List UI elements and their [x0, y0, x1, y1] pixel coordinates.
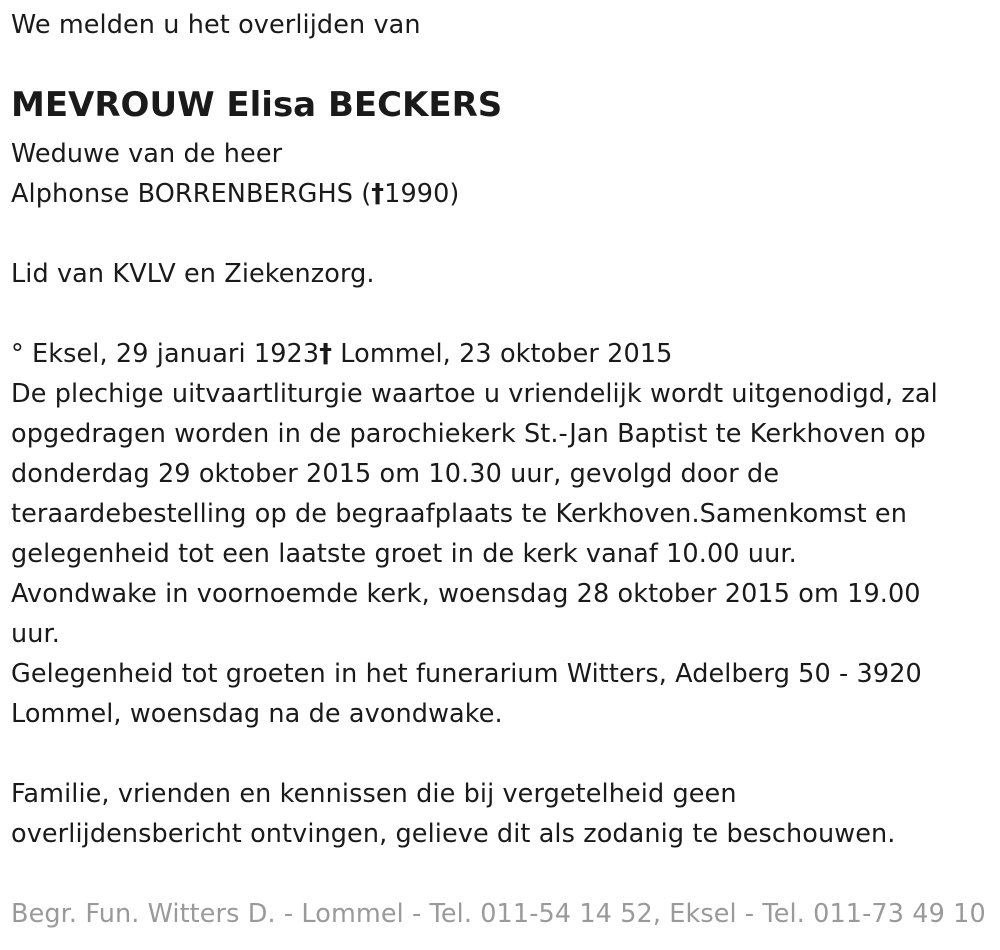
- cross-icon: †: [319, 339, 333, 369]
- membership-text: Lid van KVLV en Ziekenzorg.: [11, 259, 375, 289]
- birth-text: ° Eksel, 29 januari 1923: [11, 339, 320, 369]
- birth-death-line: [11, 334, 672, 374]
- spouse-death-year: 1990): [384, 179, 460, 209]
- body-line: Avondwake in voornoemde kerk, woensdag 28 oktober 2015 om 19.00: [11, 579, 921, 609]
- body-line: uur.: [11, 619, 60, 649]
- intro-text: We melden u het overlijden van: [11, 10, 421, 40]
- body-line: Gelegenheid tot groeten in het funerarium Witters, Adelberg 50 - 3920: [11, 659, 922, 689]
- body-line: teraardebestelling op de begraafplaats te Kerkhoven.Samenkomst en: [11, 499, 907, 529]
- cross-icon: †: [371, 179, 385, 209]
- body-line: donderdag 29 oktober 2015 om 10.30 uur, gevolgd door de: [11, 459, 780, 489]
- widow-of-text: Weduwe van de heer: [11, 139, 283, 169]
- death-text: Lommel, 23 oktober 2015: [332, 339, 673, 369]
- closing-line: overlijdensbericht ontvingen, gelieve dit als zodanig te beschouwen.: [11, 819, 896, 849]
- body-line: Lommel, woensdag na de avondwake.: [11, 699, 503, 729]
- spouse-name: Alphonse BORRENBERGHS (: [11, 179, 372, 209]
- funeral-home-footer: Begr. Fun. Witters D. - Lommel - Tel. 011-54 14 52, Eksel - Tel. 011-73 49 10: [11, 899, 986, 929]
- closing-line: Familie, vrienden en kennissen die bij vergetelheid geen: [11, 779, 737, 809]
- body-line: opgedragen worden in de parochiekerk St.-Jan Baptist te Kerkhoven op: [11, 419, 926, 449]
- body-line: gelegenheid tot een laatste groet in de kerk vanaf 10.00 uur.: [11, 539, 797, 569]
- body-line: De plechige uitvaartliturgie waartoe u vriendelijk wordt uitgenodigd, zal: [11, 379, 938, 409]
- deceased-name: MEVROUW Elisa BECKERS: [11, 85, 503, 125]
- spouse-line: [11, 174, 459, 214]
